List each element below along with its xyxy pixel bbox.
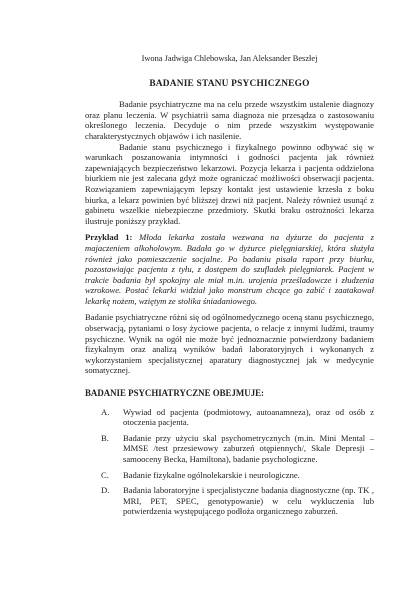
list-item	[85, 485, 374, 517]
list-item	[85, 470, 374, 481]
example-block	[85, 232, 374, 306]
list-item-text: Wywiad od pacjenta (podmiotowy, autoanamneza), oraz od osób z otoczenia pacjenta.	[123, 406, 374, 428]
paragraph-conditions: Badanie stanu psychicznego i fizykalnego powinno odbywać się w warunkach poszanowania intymności i godności pacjenta jak również zapewniających bezpieczeństwo lekarzowi. Pozycja lekarza i pacjenta oddzielona biurkiem nie jest zalecana gdyż może ograniczać możliwości obserwacji pacjenta. Rozwiązaniem zapewniającym lepszy kontakt jest ustawienie krzesła z boku biurka, a lekarz powinien być bliższej drzwi niż pacjent. Należy również usunąć z gabinetu wszelkie niebezpieczne przedmioty. Skutki braku ostrożności lekarza ilustruje poniższy przykład.	[85, 141, 374, 226]
list-marker: A.	[101, 406, 110, 417]
example-label: Przykład 1:	[85, 232, 133, 243]
list-marker: B.	[101, 432, 109, 443]
paragraph-intro: Badanie psychiatryczne ma na celu przede wszystkim ustalenie diagnozy oraz planu leczenia. W psychiatrii sama diagnoza nie przesądza o zastosowaniu określonego leczenia. Decyduje o nim przede wszystkim występowanie charakterystycznych objawów i ich nasilenie.	[85, 99, 374, 141]
list-marker: D.	[101, 485, 110, 496]
authors-line: Iwona Jadwiga Chlebowska, Jan Aleksander Beszłej	[141, 54, 318, 63]
section-title: BADANIE PSYCHIATRYCZNE OBEJMUJE:	[85, 388, 265, 399]
example-text: Młoda lekarka została wezwana na dyżurze do pacjenta z majaczeniem alkoholowym. Badała go w dyżurce pielęgniarskiej, która służyła również jako pomieszczenie socjalne. Po badaniu pisała raport przy biurku, pozostawiając pacjenta z tyłu, z dostępem do szufladek pielęgniarek. Pacjent w trakcie badania był spokojny ale miał m.in. urojenia prześladowcze i złudzenia wzrokowe. Postać lekarki widział jako monstrum chcące go zabić i zaatakował lekarkę nożem, wziętym ze stolika śniadaniowego.	[85, 232, 374, 306]
list-item-text: Badanie przy użyciu skal psychometrycznych (m.in. Mini Mental – MMSE /test przesiewowy zaburzeń otępiennych/, Skale Depresji – samooceny Becka, Hamiltona), badanie psychologiczne.	[123, 432, 374, 464]
list-item	[85, 407, 374, 428]
document-title: BADANIE STANU PSYCHICZNEGO	[149, 78, 310, 89]
list-item	[85, 433, 374, 465]
paragraph-differences: Badanie psychiatryczne różni się od ogólnomedycznego oceną stanu psychicznego, obserwacją, pytaniami o losy życiowe pacjenta, o relacje z innymi ludźmi, traumy psychiczne. Wynik na ogół nie może być jednoznacznie potwierdzony badaniem fizykalnym oraz analizą wyników badań laboratoryjnych i wykonanych z wykorzystaniem specjalistycznej aparatury diagnostycznej jak w medycynie somatycznej.	[85, 312, 374, 376]
list-item-text: Badanie fizykalne ogólnolekarskie i neurologiczne.	[123, 469, 300, 480]
exam-list	[85, 407, 374, 517]
list-item-text: Badania laboratoryjne i specjalistyczne badania diagnostyczne (np. TK , MRI, PET, SPEC, genotypowanie) w celu wykluczenia lub potwierdzenia występującego podłoża organicznego zaburzeń.	[123, 485, 374, 517]
list-marker: C.	[101, 469, 109, 480]
